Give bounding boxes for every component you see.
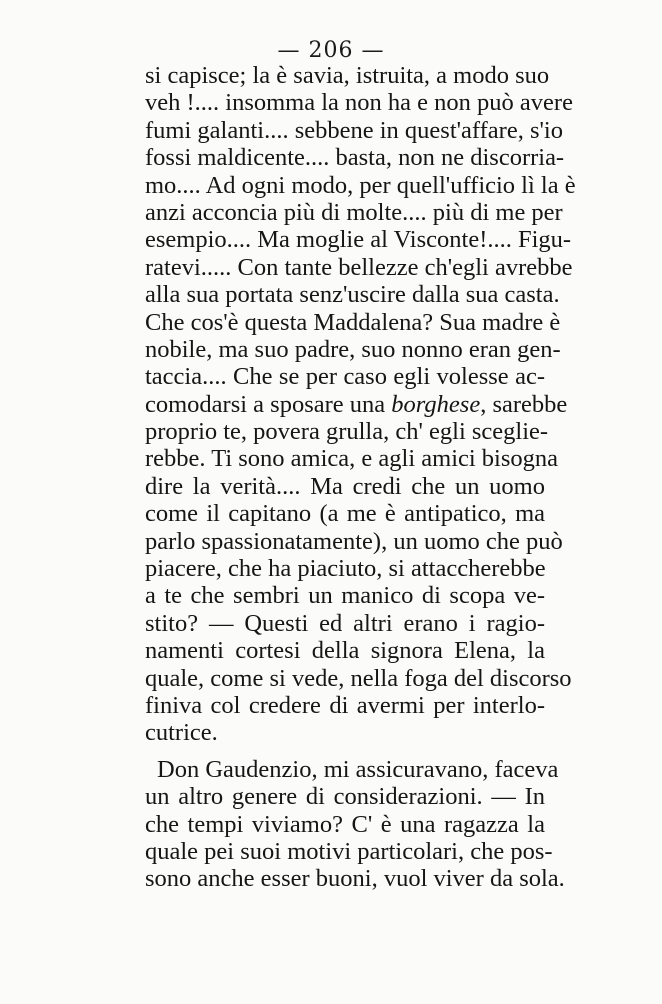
text-line: taccia.... Che se per caso egli volesse ac- <box>145 363 545 391</box>
text-line-mixed <box>145 390 568 418</box>
text-line: rebbe. Ti sono amica, e agli amici bisogna <box>145 445 559 473</box>
text-line: dire la verità.... Ma credi che un uomo <box>145 472 545 500</box>
text-line: parlo spassionatamente), un uomo che può <box>145 527 563 555</box>
paragraph-gap <box>145 747 545 756</box>
text-line: a te che sembri un manico di scopa ve- <box>145 582 545 610</box>
italic-word: borghese <box>391 390 481 418</box>
text-line: come il capitano (a me è antipatico, ma <box>145 500 545 528</box>
text-line: stito? — Questi ed altri erano i ragio- <box>145 609 545 637</box>
text-line: esempio.... Ma moglie al Visconte!.... Figu- <box>145 226 572 254</box>
text-line: quale pei suoi motivi particolari, che pos- <box>145 837 553 865</box>
text-line: proprio te, povera grulla, ch' egli sceglie- <box>145 418 549 446</box>
text-line: namenti cortesi della signora Elena, la <box>145 637 545 665</box>
text-line: fumi galanti.... sebbene in quest'affare, s'io <box>145 116 563 144</box>
body-text <box>145 62 576 893</box>
text-segment: comodarsi a sposare una <box>145 390 392 418</box>
text-line: fossi maldicente.... basta, non ne discorria- <box>145 144 565 172</box>
text-line: quale, come si vede, nella foga del discorso <box>145 664 572 692</box>
text-line: veh !.... insomma la non ha e non può avere <box>145 89 573 117</box>
text-line: Don Gaudenzio, mi assicuravano, faceva <box>157 755 559 783</box>
text-line: piacere, che ha piaciuto, si attaccherebbe <box>145 555 546 583</box>
text-line: un altro genere di considerazioni. — In <box>145 783 545 811</box>
text-line: che tempi viviamo? C' è una ragazza la <box>145 810 545 838</box>
text-line: mo.... Ad ogni modo, per quell'ufficio lì la è <box>145 171 576 199</box>
text-line: ratevi..... Con tante bellezze ch'egli avrebbe <box>145 253 573 281</box>
text-line: si capisce; la è savia, istruita, a modo suo <box>145 62 550 89</box>
text-line: Che cos'è questa Maddalena? Sua madre è <box>145 308 561 336</box>
text-line: finiva col credere di avermi per interlo- <box>145 691 545 719</box>
text-line: alla sua portata senz'uscire dalla sua casta. <box>145 281 560 309</box>
page-number: — 206 — <box>277 38 385 63</box>
text-line: anzi acconcia più di molte.... più di me per <box>145 198 563 226</box>
text-line: sono anche esser buoni, vuol viver da sola. <box>145 865 565 893</box>
text-segment: , sarebbe <box>480 390 568 418</box>
paragraph-end-line: cutrice. <box>145 719 218 747</box>
text-line: nobile, ma suo padre, suo nonno eran gen- <box>145 335 561 363</box>
